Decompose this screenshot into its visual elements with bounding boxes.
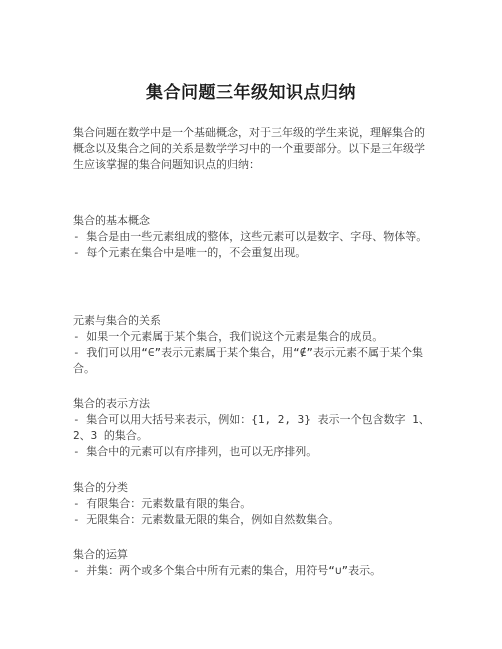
section-heading: 集合的分类: [73, 481, 128, 494]
section-operations: [73, 547, 433, 579]
section-line: - 有限集合：元素数量有限的集合。: [73, 497, 252, 510]
section-line: - 如果一个元素属于某个集合，我们说这个元素是集合的成员。: [73, 330, 384, 343]
section-line: - 集合是由一些元素组成的整体，这些元素可以是数字、字母、物体等。: [73, 230, 428, 243]
page-title: 集合问题三年级知识点归纳: [146, 83, 356, 103]
section-line: - 并集：两个或多个集合中所有元素的集合，用符号“∪”表示。: [73, 564, 382, 577]
section-line: - 集合中的元素可以有序排列，也可以无序排列。: [73, 445, 318, 458]
section-line: - 每个元素在集合中是唯一的，不会重复出现。: [73, 246, 307, 259]
section-basic-concept: [73, 213, 433, 261]
section-heading: 集合的表示方法: [73, 397, 150, 410]
section-heading: 元素与集合的关系: [73, 314, 161, 327]
section-line: - 集合可以用大括号来表示，例如：{1, 2, 3} 表示一个包含数字 1、2、3 的集合。: [73, 413, 430, 442]
section-heading: 集合的基本概念: [73, 214, 150, 227]
section-classification: [73, 480, 433, 528]
section-line: - 我们可以用“∈”表示元素属于某个集合，用“∉”表示元素不属于某个集合。: [73, 346, 423, 375]
section-element-relation: [73, 313, 433, 377]
section-line: - 无限集合：元素数量无限的集合，例如自然数集合。: [73, 513, 340, 526]
section-representation: [73, 396, 433, 460]
intro-paragraph: 集合问题在数学中是一个基础概念，对于三年级的学生来说，理解集合的概念以及集合之间的关系是数学学习中的一个重要部分。以下是三年级学生应该掌握的集合问题知识点的归纳：: [73, 126, 425, 171]
section-heading: 集合的运算: [73, 548, 128, 561]
